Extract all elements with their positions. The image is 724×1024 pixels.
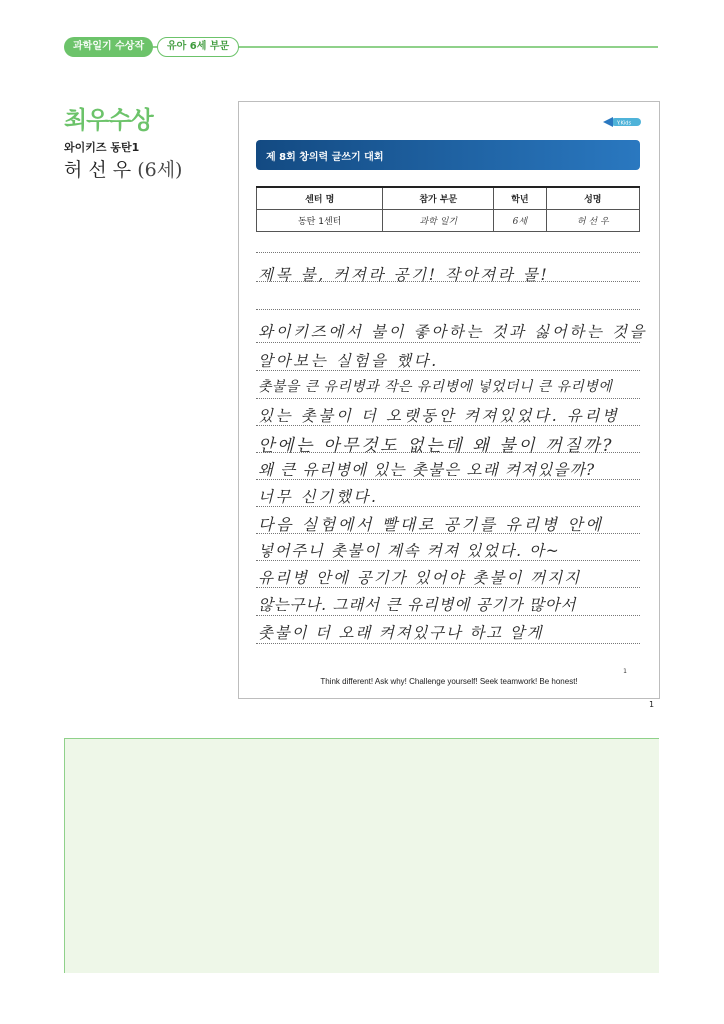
diary-line: 유리병 안에 공기가 있어야 촛불이 꺼지지 xyxy=(258,569,582,587)
diary-line: 있는 촛불이 더 오랫동안 켜져있었다. 유리병 xyxy=(258,407,620,425)
diary-line: 않는구나. 그래서 큰 유리병에 공기가 많아서 xyxy=(258,596,577,614)
table-header-row xyxy=(257,187,640,210)
ruled-line xyxy=(256,398,640,399)
value-grade: 6세 xyxy=(494,210,546,232)
student-name: 허 선 우 xyxy=(64,159,132,181)
student-name-line xyxy=(64,155,182,182)
center-name: 와이키즈 동탄1 xyxy=(64,141,140,154)
ruled-line xyxy=(256,643,640,644)
entry-info-table xyxy=(256,186,640,232)
header-division: 참가 부문 xyxy=(383,187,494,210)
separator-dot xyxy=(144,43,151,50)
header-grade: 학년 xyxy=(494,187,546,210)
diary-line: 촛불을 큰 유리병과 작은 유리병에 넣었더니 큰 유리병에 xyxy=(258,379,613,395)
diary-line: 촛불이 더 오래 켜져있구나 하고 알게 xyxy=(258,624,544,642)
award-title: 최우수상 xyxy=(64,106,153,134)
value-division: 과학 일기 xyxy=(383,210,494,232)
diary-title-line: 제목 불, 커져라 공기! 작아져라 물! xyxy=(258,266,550,284)
value-center: 동탄 1센터 xyxy=(257,210,383,232)
page-number: 1 xyxy=(649,700,655,709)
contest-banner xyxy=(256,140,640,170)
diary-line: 왜 큰 유리병에 있는 촛불은 오래 켜져있을까? xyxy=(258,461,596,479)
diary-line: 다음 실험에서 빨대로 공기를 유리병 안에 xyxy=(258,515,604,534)
diary-line: 안에는 아무것도 없는데 왜 불이 꺼질까? xyxy=(258,436,615,456)
table-row xyxy=(257,210,640,232)
student-age: (6세) xyxy=(137,159,183,181)
ruled-line xyxy=(256,309,640,310)
sheet-footer-motto: Think different! Ask why! Challenge yourself! Seek teamwork! Be honest! xyxy=(320,677,578,686)
ruled-line xyxy=(256,252,640,253)
ruled-line xyxy=(256,342,640,343)
diary-line: 알아보는 실험을 했다. xyxy=(258,352,439,370)
header-name: 성명 xyxy=(546,187,639,210)
diary-line: 너무 신기했다. xyxy=(258,488,379,506)
scanned-diary-page xyxy=(238,101,660,699)
comment-box xyxy=(64,738,659,973)
ruled-line xyxy=(256,615,640,616)
contest-title: 제 8회 창의력 글쓰기 대회 xyxy=(266,152,384,163)
wikids-logo-icon xyxy=(603,116,643,128)
svg-text:Y.Kids: Y.Kids xyxy=(617,120,632,127)
diary-line: 와이키즈에서 불이 좋아하는 것과 싫어하는 것을 xyxy=(258,323,648,341)
value-name: 허 선 우 xyxy=(546,210,639,232)
category-tag: 과학일기 수상작 xyxy=(64,37,153,57)
inner-page-number: 1 xyxy=(623,668,627,675)
header-center: 센터 명 xyxy=(257,187,383,210)
division-tag: 유아 6세 부문 xyxy=(157,37,239,57)
diary-line: 넣어주니 촛불이 계속 켜져 있었다. 아~ xyxy=(258,542,561,560)
